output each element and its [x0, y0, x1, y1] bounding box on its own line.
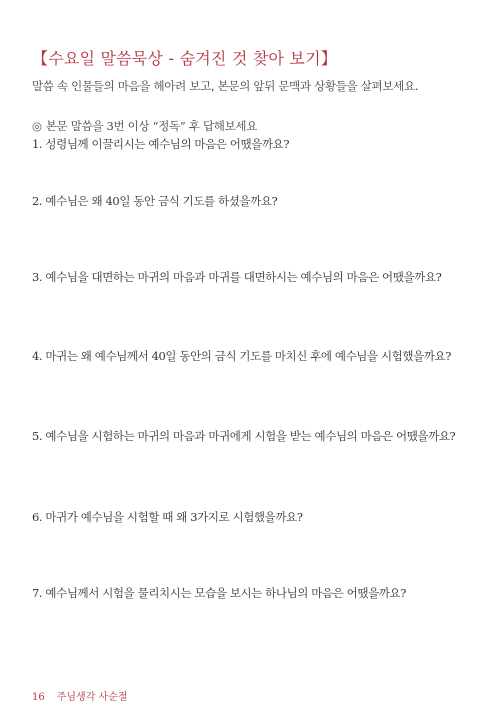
page-footer	[32, 688, 128, 703]
section-heading: 【수요일 말씀묵상 - 숨겨진 것 찾아 보기】	[32, 49, 337, 68]
book-title: 주님생각 사순절	[56, 692, 128, 703]
question-1: 1. 성령님께 이끌리시는 예수님의 마음은 어땠을까요?	[32, 137, 290, 151]
question-4: 4. 마귀는 왜 예수님께서 40일 동안의 금식 기도를 마치신 후에 예수님을 시험했을까요?	[32, 349, 451, 363]
instruction-line	[32, 118, 257, 134]
question-5: 5. 예수님을 시험하는 마귀의 마음과 마귀에게 시험을 받는 예수님의 마음은 어땠을까요?	[32, 429, 456, 443]
page-number: 16	[32, 692, 45, 703]
double-circle-icon: ◎	[32, 119, 42, 133]
question-6: 6. 마귀가 예수님을 시험할 때 왜 3가지로 시험했을까요?	[32, 510, 303, 524]
instruction-text: 본문 말씀을 3번 이상 “정독” 후 답해보세요	[45, 119, 258, 133]
question-3: 3. 예수님을 대면하는 마귀의 마음과 마귀를 대면하시는 예수님의 마음은 어땠을까요?	[32, 270, 442, 284]
question-2: 2. 예수님은 왜 40일 동안 금식 기도를 하셨을까요?	[32, 194, 278, 208]
section-subtitle: 말씀 속 인물들의 마음을 헤아려 보고, 본문의 앞뒤 문맥과 상황들을 살펴보세요.	[32, 79, 419, 93]
question-7: 7. 예수님께서 시험을 물리치시는 모습을 보시는 하나님의 마음은 어땠을까요?	[32, 586, 406, 600]
